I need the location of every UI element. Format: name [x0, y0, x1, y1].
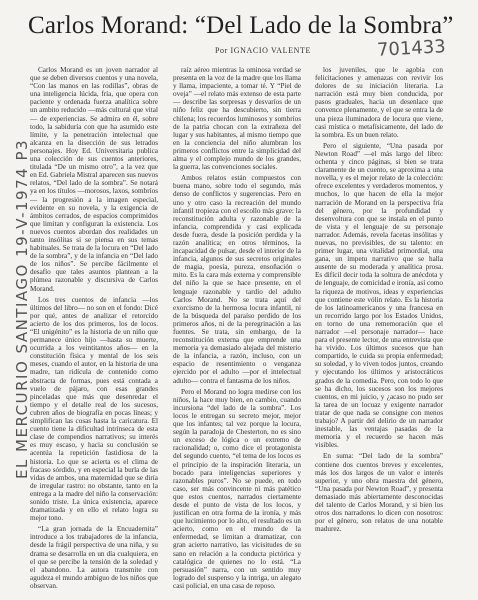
- column-paragraph: “La gran jornada de la Encuadernita” introduce a los trabajadores de la infancia, desde la frágil perspectiva de una niña, y su drama se desarrolla en un día cualquiera, en el que se percibe la tensión de la soledad y el abandono. La autora transmite con agudeza el mundo ambiguo de los niños que observan.: [30, 525, 158, 590]
- column-paragraph: Pero el Morand no logra medirse con los niños, la hace muy bien, en cambio, cuando incursiona “del lado de la sombra”. Los locos le entregan su secreto mejor, mejor que los infantes; tal vez porque la locura, según la paradoja de Chesterton, no es sino un exceso de lógica o un extremo de racionalidad; o, como dice el protagonista del segundo cuento, “el tema de los locos es el principio de la inspiración literaria, un bocado para inteligencias superiores y razonables puros”. No se puede, en todo caso, ser más convincente ni más patético que estos cuentos, narrados ciertamente desde el punto de vista de los locos, y justifican en otra forma de la ironía, y más que lucimiento por lo alto, el resultado es un acierto, como en el mundo de la enfermedad, se limitan a dramatizar, con gran acierto narrativo, las vicisitudes de su sano en relación a la conducta pictórica y catalógica de quienes no lo está. “La persuasión” narra, con un sentido muy logrado del suspenso y la intriga, un alegato casi policial, en una casa de reposo.: [173, 387, 301, 590]
- handwritten-archive-number: 701433: [376, 36, 447, 61]
- column-paragraph: Carlos Morand es un joven narrador al que se deben diversos cuentos y una novela, “Con las manos en las rodillas”, obras de una inteligencia lúcida, fría, que opera con paciente y ordenada fuerza analítica sobre un ambito reducido —más cultural que vital— de experiencias. Se admira en él, sobre todo, la sabiduría con que ha asumido este límite, y la penetración intelectual que alcanza en la disección de sus letrados personajes. Hoy Ed. Universitaria publica una colección de sus cuentos anteriores, titulada “De un mismo otro”, a la vez que en Ed. Gabriela Mistral aparecen sus nuevos relatos, “Del lado de la sombra”. Se notará ya en los títulos —morosos, laxos, sombríos— la progresión a la imagen especial, evidente en su novela, y la exigencia de ámbitos cerrados, de espacios comprimidos que limitan y configuran la existencia. Los nuevos cuentos abordan dos realidades un tanto insólitas si se piensa en sus temas habituales. Se trata de la locura en “Del lado de la sombra”, y de la infancia en “Del lado de los niños”. Se percibe fácilmente el desafío que tales asuntos plantean a la plúmea razonable y discursiva de Carlos Morand.: [30, 66, 158, 293]
- column-paragraph: Los tres cuentos de infancia —los últimos del libro— no son en el fondo: Dicé por qué, antes de analizar el retorcido acierto de los dos primeros, los de locos. “El unigénito” es la historia de un niño que permanece único hijo —hasta su muerte, ocurrida a los veintitantos años— en la constitución física y mental de los seis meses, cuando el autor, en la historia de una madre, tan ridícula de contenido como abstracta de formas, pues está contada a vuelo de pájaro, con esas grandes pinceladas que más que desenredar el tiempo y el detalle real de los sucesos, cubren años de biografía en pocas líneas; y simplifican las cosas hasta la caricatura. El cuento tiene la dificultad intrínseca de esta clase de compendios narrativos; su interés es muy escaso, y hacia su conclusión se acentúa la repetición fastidiosa de la historia. Lo que se acierta es el clima de fracaso sórdido, y en especial la burla de las vidas de ambos, una maternidad que se diría de irregular rastro: no obstante, tanto en la entrega a la madre del niño la conservación: sonido triste. La única existencia, aparece dramatizada y en ello el relato logra su mejor tono.: [30, 295, 158, 523]
- column-paragraph: los juveniles, que le agobia con felicitaciones y amenazas con revivir los dolores de su iniciación literaria. La narración está muy bien conducida, por pasos graduales, hacia un desenlace que convence plenamente, y el que se entra la de una pieza iluminadora de locura que viene, casi mística o metafísicamente, del lado de la sombra. Es un buen relato.: [315, 66, 443, 139]
- article-column-3: [315, 66, 443, 594]
- article-column-1: [30, 66, 158, 594]
- article-title: Carlos Morand: “Del Lado de la Sombra”: [28, 12, 454, 39]
- column-paragraph: En suma: “Del lado de la sombra” contiene dos cuentos breves y excelentes, más los dos largos de un valor e interés superior, y uno obra maestra del género, “Una pasada por Newton Road”, y presenta demasiado más abiertamente desconocidas del talento de Carlos Morand, y si bien los otros dos narradores lo dicen con nosotros: por el género, son relatos de una notable madurez.: [315, 452, 443, 534]
- article-column-2: [173, 66, 301, 594]
- article-byline: Por IGNACIO VALENTE: [215, 46, 311, 55]
- handwritten-margin-note: EL MERCURIO SANTIAGO 19-V-1974 P3: [13, 138, 31, 480]
- column-paragraph: raíz aéreo mientras la ominosa verdad se presenta en la voz de la madre que los llama y llama, impaciente, a tomar té. Y “Piel de oveja” —el relato más extenso de esta parte— describe las sorpresas y desvaríos de un niño feliz que ha descubierto, sin tierra chilena; los recuerdos luminosos y sombríos de la patria chocan con la extrañeza del lugar y sus habitantes, al mismo tiempo que en la conciencia del niño alumbran los primeros conflictos entre la simplicidad del alma y el complejo mundo de los grandes, la guerra, las convenciones sociales.: [173, 66, 301, 172]
- column-paragraph: Ambos relatos están compuestos con buena mano, sobre todo el segundo, más denso de conflictos y sugerencias. Pero en uno y otro caso la recreación del mundo infantil tropieza con el escollo más grave: la reconstitución adulta y razonable de la infancia, comprendida y casi explicada desde fuera, desde la posición perdida y la razón analítica; en otros términos, la incapacidad de pulsar, desde el interior de la infancia, algunos de sus secretos originales de magia, poesía, pureza, ensoñación o mito. Es la cara más externa y comprensible del niño la que se hace presente, en el lenguaje razonable y tardío del adulto Carlos Morand. No se trata aquí del exorcismo de la hermosa locura infantil, ni de la búsqueda del paraíso perdido de los primeros años, ni de la peregrinación a las fuentes. Se trata, sin embargo, de la reconstitución externa que emprende una memoria ya demasiado alejada del misterio de la infancia, a razón, incluso, con un espacio de resentimiento o venganza ejercido por el adulto —por el intelectual adulto— contra el fantasma de los niños.: [173, 174, 301, 385]
- column-paragraph: Pero el siguiente, “Una pasada por Newton Road” —el más largo del libro: ochenta y cinco páginas, si bien se trata claramente de un cuento, se aproxima a una novella, y es el mejor relato de la colección: ofrece excelentes y verdaderos momentos, y muchos, lo que hacen de ella la mejor narración de Morand en la perspectiva fría del género, por la profundidad y desenvoltura con que se instala en el punto de vista y el lenguaje de su personaje narrador. Además, revela facetas insólitas y nuevas, no previsibles, de su talento: en primer lugar, una vitalidad primordial, una gana, un ímpetu narrativo que se halla ausente de su moderada y analítica prosa. Es difícil decir toda la soltura de anécdota y de lenguaje, de comicidad e ironía, así como la riqueza de motivos, ideas y experiencias que contiene este vólin relato. Es la historia de los latinoamericanos y una francesa en un recorrido largo por los Estados Unidos, en torno de una rememoración que el narrador —el personaje narrador— hace para el presente lector, de una entrevista que ha vivido. Los últimos sucesos que han compartido, le cuida su propia enfermedad; su soledad, y lo viven todos juntos, creando y ejecutando los últimos y aristocráticos grados de la comedia. Pero, con todo lo que se ha dicho, los sucesos son los mejores cuentos, en mi juicio, y ¿acaso no pudo ser la tarea de un locuaz y exigente narrador tratar de que nada se consigne con menos trabajo? A partir del delirio de un narrador inestable, las ventajas pasadas de la memoria y el recuerdo se hacen más visibles.: [315, 141, 443, 450]
